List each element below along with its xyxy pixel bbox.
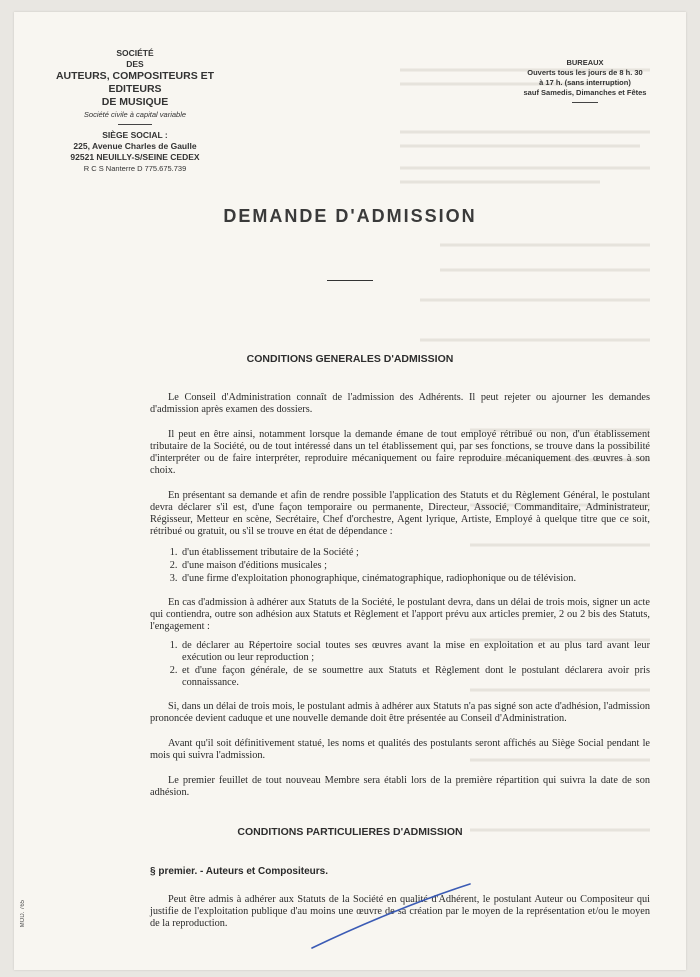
paragraph-5: Si, dans un délai de trois mois, le postulant admis à adhérer aux Statuts n'a pas signé son acte d'adhésion, l'admission prononcée devient caduque et une nouvelle demande doit être présentée au Conseil d'Administration. bbox=[150, 701, 650, 724]
office-line2: à 17 h. (sans interruption) bbox=[539, 78, 631, 87]
society-line1: SOCIÉTÉ bbox=[116, 48, 154, 58]
society-legal-form: Société civile à capital variable bbox=[83, 110, 187, 119]
office-line1: Ouverts tous les jours de 8 h. 30 bbox=[527, 68, 643, 77]
office-line3: sauf Samedis, Dimanches et Fêtes bbox=[523, 88, 647, 97]
paragraph-6: Avant qu'il soit définitivement statué, les noms et qualités des postulants seront affichés au Siège Social pendant le mois qui suivra l'admission. bbox=[150, 738, 650, 761]
list-item: 1. d'un établissement tributaire de la Société ; bbox=[180, 547, 650, 559]
form-code: MOD. 765 bbox=[20, 900, 26, 928]
list-item: 3. d'une firme d'exploitation phonographique, cinématographique, radiophonique ou de télévision. bbox=[180, 573, 650, 585]
list-item: 1. de déclarer au Répertoire social toutes ses œuvres avant la mise en exploitation et au plus tard avant leur exécution ou leur reproduction ; bbox=[180, 640, 650, 664]
list-item: 2. d'une maison d'éditions musicales ; bbox=[180, 560, 650, 572]
siege-label: SIÈGE SOCIAL : bbox=[102, 130, 168, 140]
society-name-2: DE MUSIQUE bbox=[101, 96, 169, 108]
address-line2: 92521 NEUILLY-S/SEINE CEDEX bbox=[70, 152, 200, 162]
society-line2: DES bbox=[126, 59, 144, 69]
paragraph-8: Peut être admis à adhérer aux Statuts de la Société en qualité d'Adhérent, le postulant Auteur ou Compositeur qui justifie de l'exploitation publique d'au moins une œuvre de sa création par le moyen de la représentation et/ou le moyen de la reproduction. bbox=[150, 894, 650, 929]
address-line1: 225, Avenue Charles de Gaulle bbox=[73, 141, 197, 151]
paragraph-1: Le Conseil d'Administration connaît de l'admission des Adhérents. Il peut rejeter ou ajourner les demandes d'admission après examen des dossiers. bbox=[150, 392, 650, 415]
paragraph-3: En présentant sa demande et afin de rendre possible l'application des Statuts et du Règlement Général, le postulant devra déclarer s'il est, d'une façon temporaire ou permanente, Directeur, Associé, Commanditaire, Administrateur, Régisseur, Metteur en scène, Secrétaire, Chef d'orchestre, Agent lyrique, Artiste, Employé à quelque titre que ce soit, rétribué ou gratuit, ou s'il se trouve en état de dépendance : bbox=[150, 490, 650, 537]
paragraph-7: Le premier feuillet de tout nouveau Membre sera établi lors de la première répartition qui suivra la date de son adhésion. bbox=[150, 775, 650, 798]
section-specific-conditions: CONDITIONS PARTICULIERES D'ADMISSION bbox=[237, 826, 463, 838]
paragraph-4: En cas d'admission à adhérer aux Statuts de la Société, le postulant devra, dans un délai de trois mois, signer un acte qui contiendra, outre son adhésion aux Statuts et Règlement et l'apport prévu aux articles premier, 2 ou 2 bis des Statuts, l'engagement : bbox=[150, 597, 650, 632]
list-item: 2. et d'une façon générale, de se soumettre aux Statuts et Règlement dont le postulant déclarera avoir pris connaissance. bbox=[180, 665, 650, 689]
paragraph-2: Il peut en être ainsi, notamment lorsque la demande émane de tout employé rétribué ou non, d'un établissement tributaire de la Société, ou de tout intéressé dans un tel établissement qui, par ses fonctions, se trouve dans la possibilité d'interpréter ou de faire interpréter, reproduire mécaniquement ou faire reproduire mécaniquement des œuvres à son choix. bbox=[150, 429, 650, 476]
society-name: AUTEURS, COMPOSITEURS ET EDITEURS bbox=[55, 70, 215, 95]
rcs-number: R C S Nanterre D 775.675.739 bbox=[83, 164, 187, 173]
document-title: DEMANDE D'ADMISSION bbox=[223, 206, 477, 226]
office-title: BUREAUX bbox=[566, 58, 604, 67]
subsection-authors: § premier. - Auteurs et Compositeurs. bbox=[150, 866, 329, 877]
section-general-conditions: CONDITIONS GENERALES D'ADMISSION bbox=[246, 353, 454, 365]
